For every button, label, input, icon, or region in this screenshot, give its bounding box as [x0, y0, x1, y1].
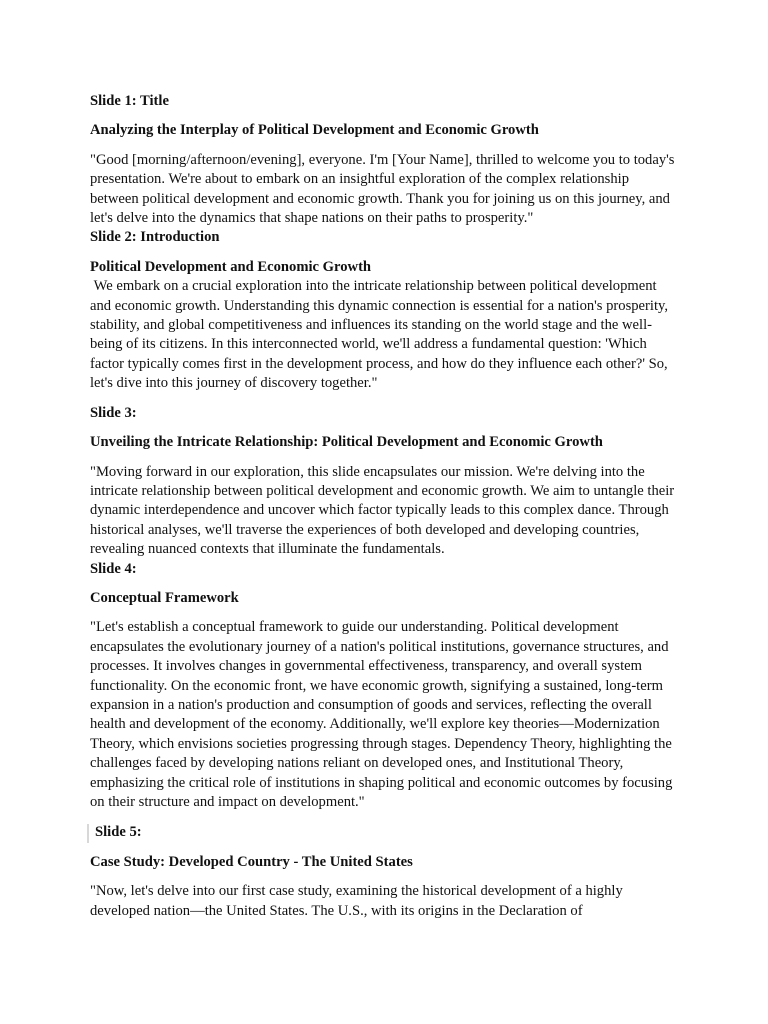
- slide-1-label: Slide 1: Title: [90, 93, 169, 109]
- text-cursor-bar: [87, 824, 89, 843]
- slide-5-label-wrap: [90, 823, 680, 842]
- slide-4-body: "Let's establish a conceptual framework to guide our understanding. Political development encapsulates the evolutionary journey of a nation's political institutions, governance structures, and processes. It involves changes in governmental effectiveness, transparency, and overall system functionality. On the economic front, we have economic growth, signifying a sustained, long-term expansion in a nation's production and consumption of goods and services, reflecting the overall health and development of the economy. Additionally, we'll explore key theories—Modernization Theory, which envisions societies progressing through stages. Dependency Theory, highlighting the challenges faced by developing nations reliant on developed ones, and Institutional Theory, emphasizing the critical role of institutions in shaping political and economic outcomes by focusing on their structure and impact on development.": [90, 619, 673, 810]
- slide-2-body: We embark on a crucial exploration into the intricate relationship between political development and economic growth. Understanding this dynamic connection is essential for a nation's prosperity, stability, and global competitiveness and influences its standing on the world stage and the well-being of its citizens. In this interconnected world, we'll address a fundamental question: 'Which factor typically comes first in the development process, and how do they influence each other?' So, let's dive into this journey of discovery together.": [90, 278, 672, 392]
- slide-2-title: Political Development and Economic Growth: [90, 258, 372, 275]
- slide-5-body: "Now, let's delve into our first case study, examining the historical development of a highly developed nation—the United States. The U.S., with its origins in the Declaration of: [90, 883, 623, 919]
- slide-4-label: Slide 4:: [90, 560, 137, 577]
- slide-1-body: "Good [morning/afternoon/evening], everyone. I'm [Your Name], thrilled to welcome you to today's presentation. We're about to embark on an insightful exploration of the complex relationship between political development and economic growth. Thank you for joining us on this journey, and let's delve into the dynamics that shape nations on their paths to prosperity.": [90, 151, 675, 227]
- slide-1-title: Analyzing the Interplay of Political Development and Economic Growth: [90, 122, 539, 139]
- slide-3-label: Slide 3:: [90, 404, 137, 421]
- slide-5-title: Case Study: Developed Country - The United States: [90, 853, 413, 870]
- slide-2-label: Slide 2: Introduction: [90, 229, 220, 246]
- slide-4-title: Conceptual Framework: [90, 589, 239, 606]
- slide-3-title: Unveiling the Intricate Relationship: Political Development and Economic Growth: [90, 434, 603, 451]
- document-page: [90, 92, 680, 921]
- slide-5-label: Slide 5:: [95, 824, 142, 841]
- slide-3-body: "Moving forward in our exploration, this slide encapsulates our mission. We're delving into the intricate relationship between political development and economic growth. We aim to untangle their dynamic interdependence and uncover which factor typically leads to this complex dance. Through historical analyses, we'll traverse the experiences of both developed and developing countries, revealing nuanced contexts that illuminate the fundamentals.: [90, 463, 675, 558]
